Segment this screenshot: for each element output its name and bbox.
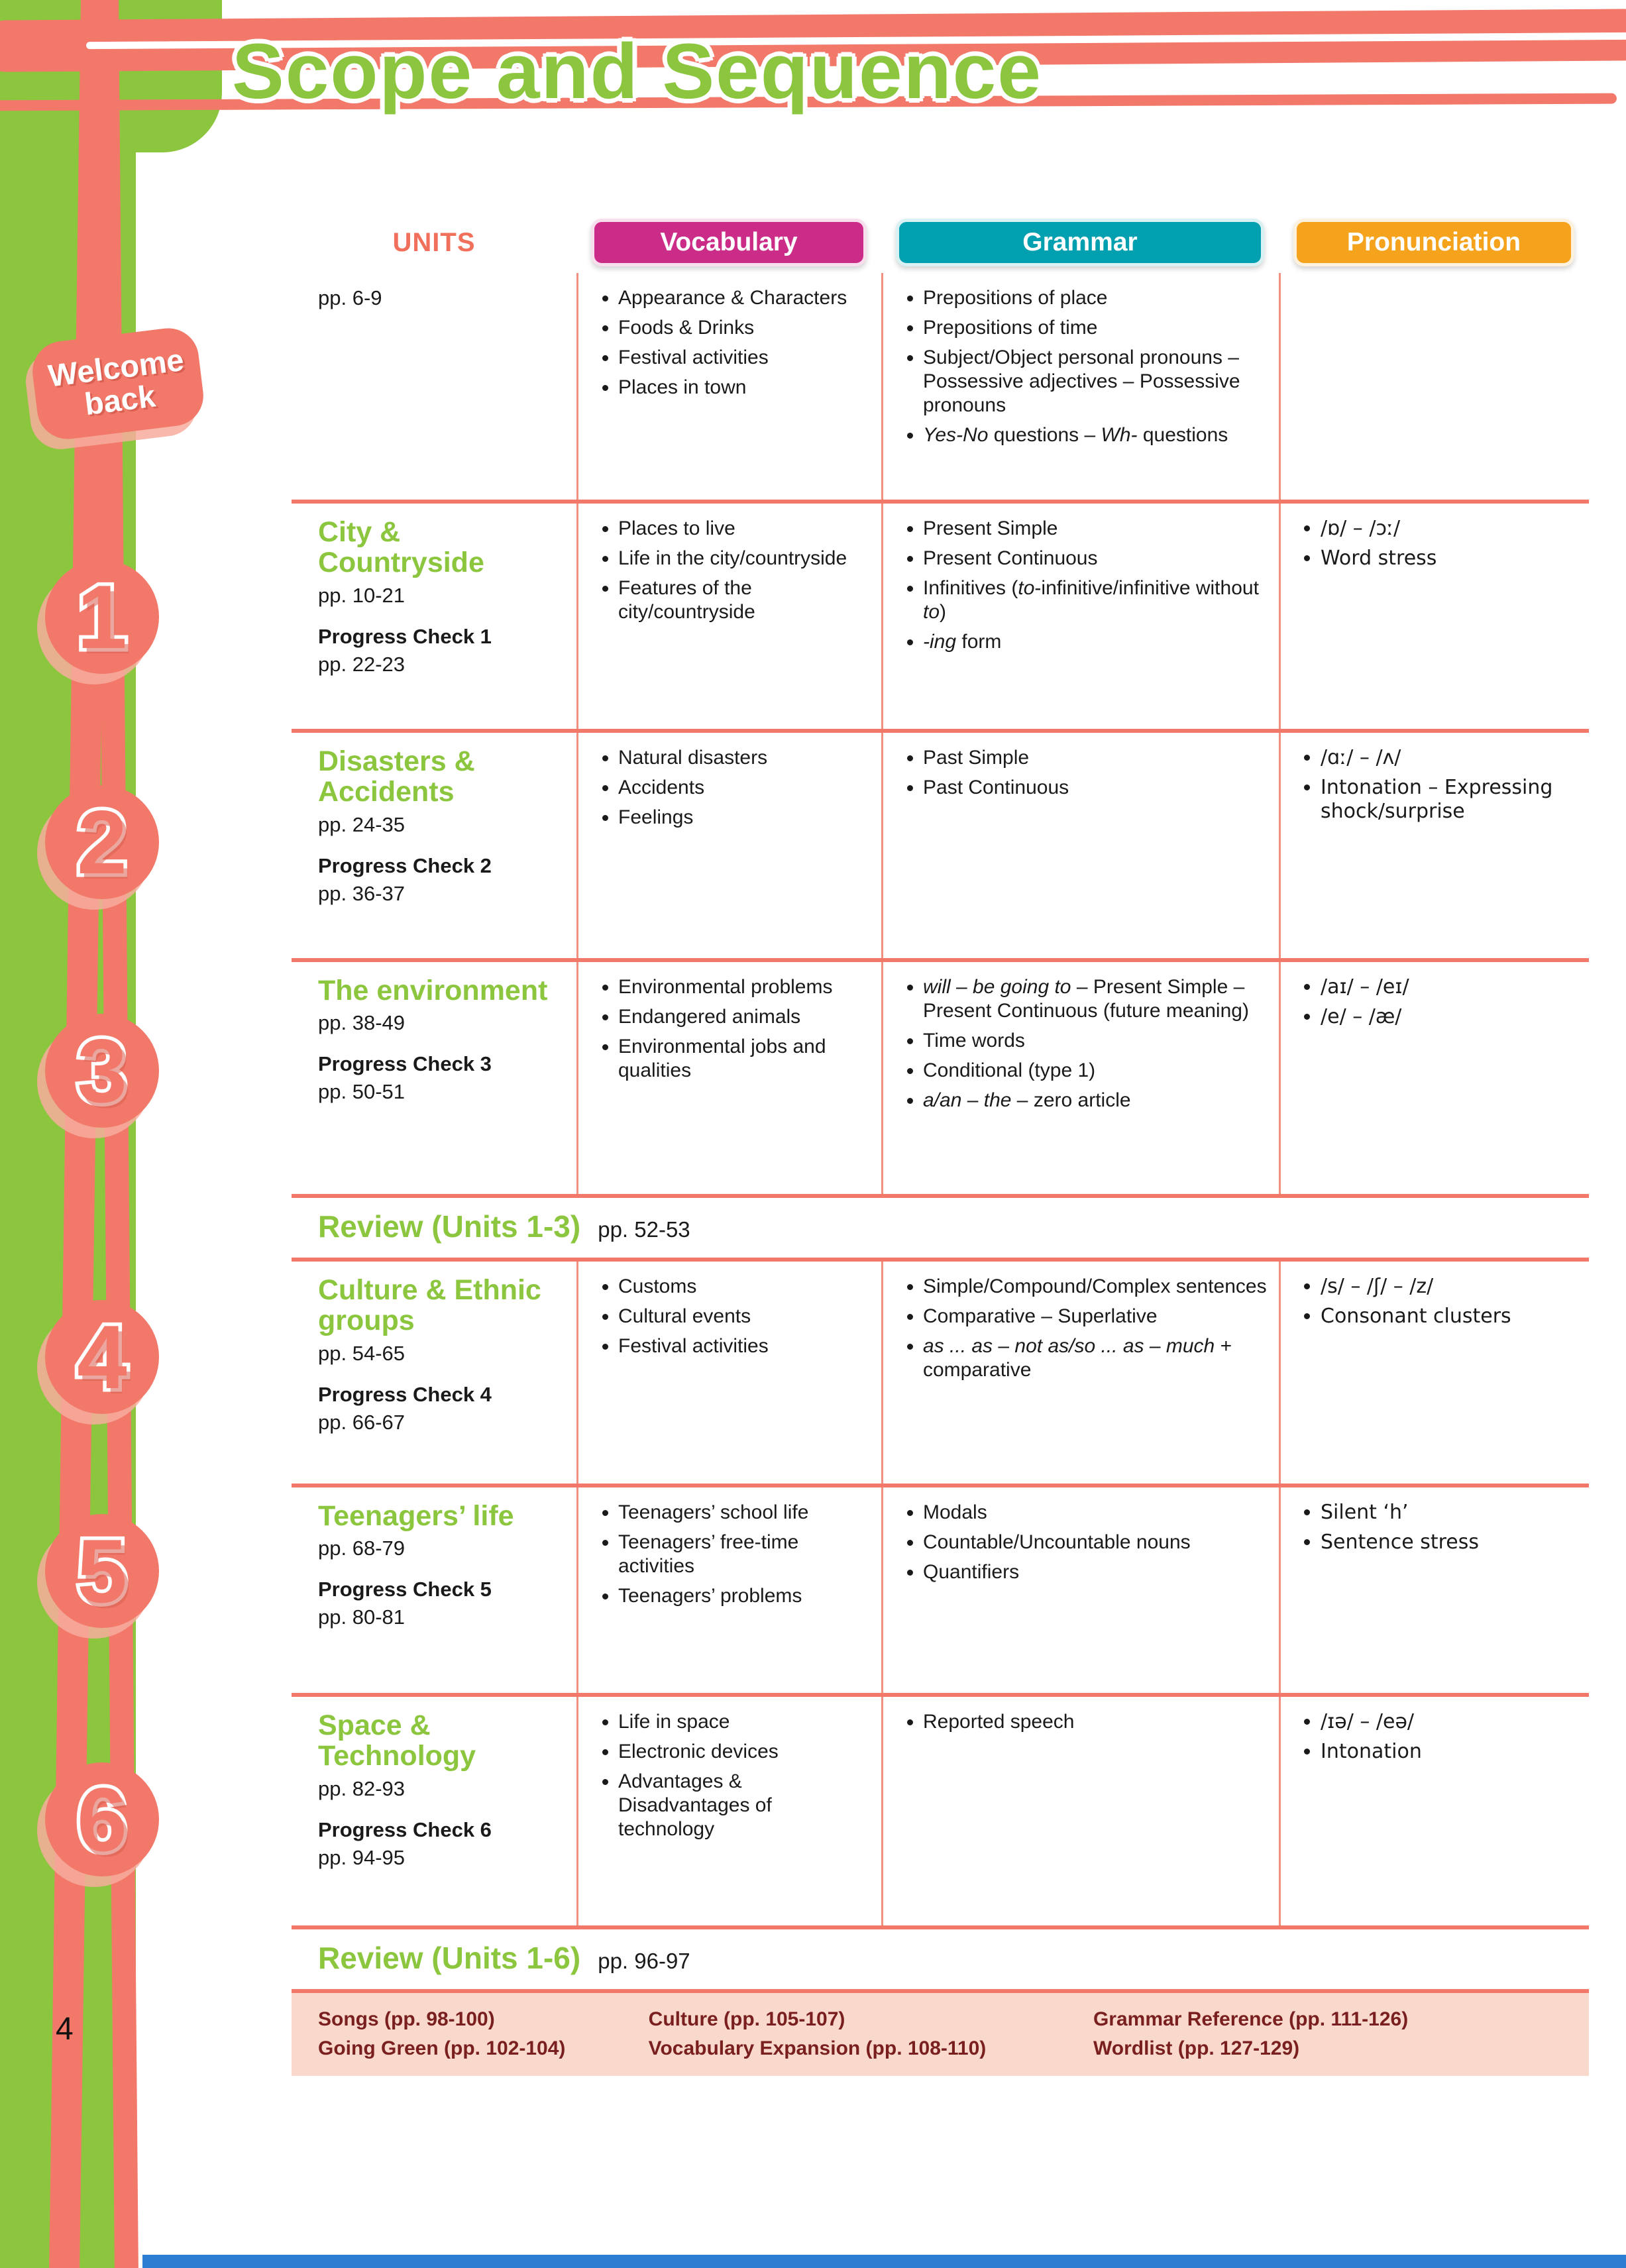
table-row-unit-3 [292, 958, 1589, 1194]
list-item: • Past Simple [923, 746, 1267, 770]
page-number: 4 [56, 2012, 74, 2047]
column-header-grammar: Grammar [896, 219, 1264, 266]
table-row-unit-5 [292, 1484, 1589, 1693]
units-cell [292, 1697, 576, 1925]
pronunciation-cell [1279, 504, 1589, 729]
list-item: Vocabulary Expansion (pp. 108-110) [648, 2037, 987, 2059]
list-item: • Intonation [1321, 1740, 1577, 1764]
list-item: • /aɪ/ – /eɪ/ [1321, 975, 1577, 999]
units-cell [292, 1262, 576, 1484]
list-item: • -ing form [923, 630, 1267, 654]
list-item: • as ... as – not as/so ... as – much + comparative [923, 1334, 1267, 1382]
unit-title: City & Countryside [318, 516, 484, 579]
list-item: • /ɪə/ – /eə/ [1321, 1710, 1577, 1734]
progress-check-label: Progress Check 6 [318, 1817, 492, 1841]
progress-check-pages: pp. 50-51 [318, 1080, 405, 1104]
list-item: • Life in space [618, 1710, 869, 1734]
unit-title: Disasters & Accidents [318, 745, 475, 808]
unit-title: Culture & Ethnic groups [318, 1274, 541, 1337]
pronunciation-cell [1279, 962, 1589, 1194]
list-item: Grammar Reference (pp. 111-126) [1093, 2008, 1409, 2030]
list-item: Songs (pp. 98-100) [318, 2008, 495, 2030]
progress-check-label: Progress Check 3 [318, 1052, 492, 1076]
review-pages: pp. 96-97 [598, 1949, 690, 1973]
unit-number-badge-6 [45, 1762, 159, 1876]
unit-number: 1 [77, 567, 127, 667]
list-item: • Natural disasters [618, 746, 869, 770]
list-item: • /ɑː/ – /ʌ/ [1321, 746, 1577, 770]
list-item: Going Green (pp. 102-104) [318, 2037, 566, 2059]
list-item: • Endangered animals [618, 1005, 869, 1029]
review-title: Review (Units 1-3) [318, 1209, 581, 1244]
table-header-row [292, 219, 1589, 266]
list-item: • Environmental jobs and qualities [618, 1035, 869, 1083]
vocabulary-cell [576, 1262, 881, 1484]
pronunciation-cell [1279, 273, 1589, 500]
list-item: • Festival activities [618, 1334, 869, 1358]
list-item: • Subject/Object personal pronouns – Possessive adjectives – Possessive pronouns [923, 346, 1267, 417]
unit-number: 3 [77, 1020, 127, 1121]
grammar-cell [881, 962, 1279, 1194]
scope-and-sequence-table [292, 219, 1589, 2076]
grammar-cell [881, 273, 1279, 500]
review-row-units-1-6 [292, 1925, 1589, 1989]
pronunciation-cell [1279, 1487, 1589, 1693]
unit-pages: pp. 24-35 [318, 812, 405, 836]
vocabulary-cell [576, 504, 881, 729]
grammar-cell [881, 733, 1279, 958]
list-item: • Past Continuous [923, 776, 1267, 800]
list-item: • Yes-No questions – Wh- questions [923, 423, 1267, 447]
list-item: • Countable/Uncountable nouns [923, 1531, 1267, 1554]
list-item: • Appearance & Characters [618, 286, 869, 310]
unit-number-badge-4 [45, 1300, 159, 1414]
unit-title: Space & Technology [318, 1709, 476, 1772]
list-item: • Features of the city/countryside [618, 576, 869, 624]
list-item: • Foods & Drinks [618, 316, 869, 340]
units-cell [292, 1487, 576, 1693]
unit-pages: pp. 54-65 [318, 1341, 405, 1365]
pronunciation-cell [1279, 1262, 1589, 1484]
unit-number-badge-5 [45, 1514, 159, 1628]
unit-number: 5 [77, 1521, 127, 1621]
progress-check-label: Progress Check 4 [318, 1382, 492, 1406]
unit-title: Teenagers’ life [318, 1500, 514, 1532]
vocabulary-cell [576, 1487, 881, 1693]
review-row-units-1-3 [292, 1194, 1589, 1258]
list-item: • Accidents [618, 776, 869, 800]
list-item: • Customs [618, 1275, 869, 1299]
progress-check-label: Progress Check 2 [318, 853, 492, 877]
table-row-welcome [292, 273, 1589, 500]
unit-pages: pp. 82-93 [318, 1776, 405, 1800]
column-header-pronunciation: Pronunciation [1293, 219, 1574, 266]
progress-check-pages: pp. 22-23 [318, 652, 405, 676]
pronunciation-cell [1279, 1697, 1589, 1925]
progress-check-label: Progress Check 1 [318, 624, 492, 648]
list-item: • Silent ‘h’ [1321, 1501, 1577, 1525]
vocabulary-cell [576, 962, 881, 1194]
pronunciation-cell [1279, 733, 1589, 958]
welcome-back-badge: Welcome back [29, 325, 207, 443]
list-item: • Sentence stress [1321, 1531, 1577, 1554]
list-item: • Present Continuous [923, 547, 1267, 570]
list-item: • Present Simple [923, 517, 1267, 541]
list-item: • Places in town [618, 376, 869, 400]
progress-check-label: Progress Check 5 [318, 1578, 492, 1601]
table-body [292, 273, 1589, 2076]
list-item: • Feelings [618, 806, 869, 830]
grammar-cell [881, 504, 1279, 729]
unit-number: 2 [77, 792, 127, 892]
list-item: • Festival activities [618, 346, 869, 370]
page-title: Scope and Sequence [232, 28, 1042, 115]
column-header-vocabulary: Vocabulary [591, 219, 867, 266]
list-item: • Comparative – Superlative [923, 1305, 1267, 1328]
footer-bar [292, 1989, 1589, 2076]
list-item: • /ɒ/ – /ɔː/ [1321, 517, 1577, 541]
list-item: • Electronic devices [618, 1740, 869, 1764]
list-item: • Modals [923, 1501, 1267, 1525]
units-cell [292, 504, 576, 729]
list-item: • Advantages & Disadvantages of technology [618, 1770, 869, 1841]
grammar-cell [881, 1262, 1279, 1484]
list-item: • Cultural events [618, 1305, 869, 1328]
list-item: • /e/ – /æ/ [1321, 1005, 1577, 1029]
list-item: • Time words [923, 1029, 1267, 1053]
list-item: • will – be going to – Present Simple – Present Continuous (future meaning) [923, 975, 1267, 1023]
unit-pages: pp. 10-21 [318, 583, 405, 607]
footer-column-1 [305, 2005, 635, 2063]
unit-number: 6 [77, 1769, 127, 1870]
table-row-unit-4 [292, 1258, 1589, 1484]
list-item: • Prepositions of place [923, 286, 1267, 310]
list-item: • Quantifiers [923, 1560, 1267, 1584]
units-cell [292, 273, 576, 500]
footer-column-3 [1080, 2005, 1576, 2063]
list-item: • Prepositions of time [923, 316, 1267, 340]
unit-number-badge-2 [45, 785, 159, 899]
progress-check-pages: pp. 36-37 [318, 881, 405, 905]
column-header-units: UNITS [392, 227, 476, 257]
grammar-cell [881, 1487, 1279, 1693]
unit-number: 4 [77, 1307, 127, 1407]
bottom-edge-stripe [142, 2255, 1626, 2268]
units-cell [292, 962, 576, 1194]
list-item: • Infinitives (to-infinitive/infinitive without to) [923, 576, 1267, 624]
unit-pages: pp. 6-9 [318, 286, 382, 309]
grammar-cell [881, 1697, 1279, 1925]
review-title: Review (Units 1-6) [318, 1941, 581, 1975]
list-item: • Conditional (type 1) [923, 1059, 1267, 1083]
list-item: • Reported speech [923, 1710, 1267, 1734]
vocabulary-cell [576, 273, 881, 500]
list-item: • a/an – the – zero article [923, 1089, 1267, 1112]
table-row-unit-2 [292, 729, 1589, 958]
progress-check-pages: pp. 80-81 [318, 1605, 405, 1629]
unit-number-badge-3 [45, 1014, 159, 1128]
vocabulary-cell [576, 1697, 881, 1925]
list-item: • Intonation – Expressing shock/surprise [1321, 776, 1577, 824]
list-item: • Life in the city/countryside [618, 547, 869, 570]
table-row-unit-6 [292, 1693, 1589, 1925]
vocabulary-cell [576, 733, 881, 958]
list-item: • Word stress [1321, 547, 1577, 570]
list-item: Culture (pp. 105-107) [648, 2008, 845, 2030]
list-item: • Places to live [618, 517, 869, 541]
table-row-unit-1 [292, 500, 1589, 729]
review-pages: pp. 52-53 [598, 1217, 690, 1242]
list-item: • /s/ – /ʃ/ – /z/ [1321, 1275, 1577, 1299]
unit-pages: pp. 68-79 [318, 1537, 405, 1560]
list-item: • Simple/Compound/Complex sentences [923, 1275, 1267, 1299]
list-item: • Teenagers’ school life [618, 1501, 869, 1525]
list-item: • Consonant clusters [1321, 1305, 1577, 1328]
unit-pages: pp. 38-49 [318, 1011, 405, 1035]
unit-title: The environment [318, 975, 548, 1006]
list-item: • Teenagers’ problems [618, 1584, 869, 1608]
list-item: Wordlist (pp. 127-129) [1093, 2037, 1300, 2059]
list-item: • Teenagers’ free-time activities [618, 1531, 869, 1578]
footer-column-2 [635, 2005, 1080, 2063]
progress-check-pages: pp. 66-67 [318, 1410, 405, 1434]
progress-check-pages: pp. 94-95 [318, 1845, 405, 1869]
list-item: • Environmental problems [618, 975, 869, 999]
unit-number-badge-1 [45, 560, 159, 674]
units-cell [292, 733, 576, 958]
